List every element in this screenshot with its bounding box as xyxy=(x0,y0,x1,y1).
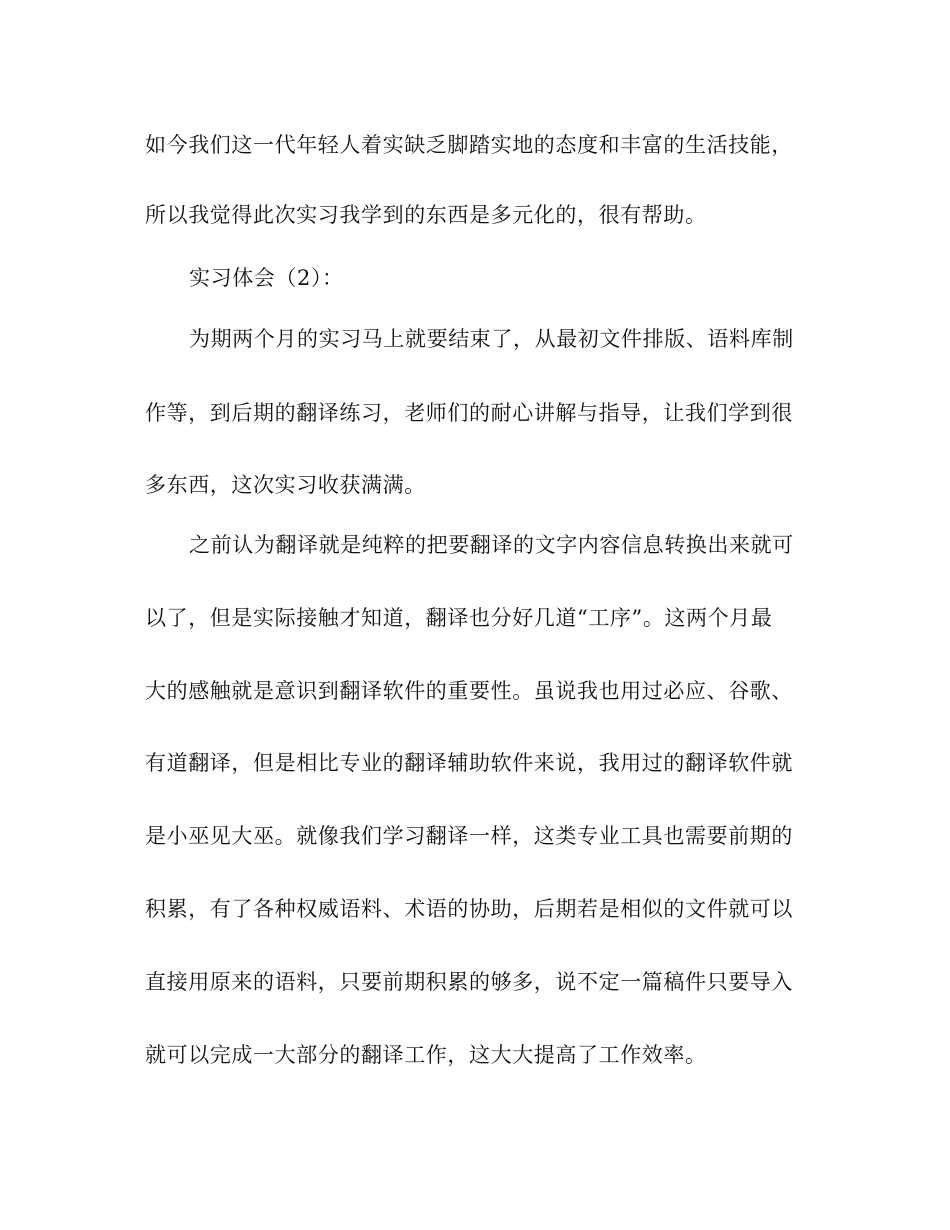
paragraph-line: 大的感触就是意识到翻译软件的重要性。虽说我也用过必应、谷歌、 xyxy=(145,679,793,703)
paragraph-line: 多东西，这次实习收获满满。 xyxy=(145,473,426,497)
paragraph-line: 直接用原来的语料，只要前期积累的够多，说不定一篇稿件只要导入 xyxy=(145,970,793,994)
section-heading: 实习体会（2）： xyxy=(189,266,344,290)
paragraph-line: 是小巫见大巫。就像我们学习翻译一样，这类专业工具也需要前期的 xyxy=(145,824,793,848)
paragraph-line: 有道翻译，但是相比专业的翻译辅助软件来说，我用过的翻译软件就 xyxy=(145,751,793,775)
paragraph-line: 以了，但是实际接触才知道，翻译也分好几道“工序”。这两个月最 xyxy=(145,606,773,630)
paragraph-line: 作等，到后期的翻译练习，老师们的耐心讲解与指导，让我们学到很 xyxy=(145,401,793,425)
paragraph-line: 为期两个月的实习马上就要结束了，从最初文件排版、语料库制 xyxy=(189,327,794,351)
paragraph-line: 所以我觉得此次实习我学到的东西是多元化的，很有帮助。 xyxy=(145,203,707,227)
paragraph-line: 如今我们这一代年轻人着实缺乏脚踏实地的态度和丰富的生活技能， xyxy=(145,133,793,157)
paragraph-line: 之前认为翻译就是纯粹的把要翻译的文字内容信息转换出来就可 xyxy=(189,533,794,557)
paragraph-line: 就可以完成一大部分的翻译工作，这大大提高了工作效率。 xyxy=(145,1043,707,1067)
paragraph-line: 积累，有了各种权威语料、术语的协助，后期若是相似的文件就可以 xyxy=(145,897,793,921)
